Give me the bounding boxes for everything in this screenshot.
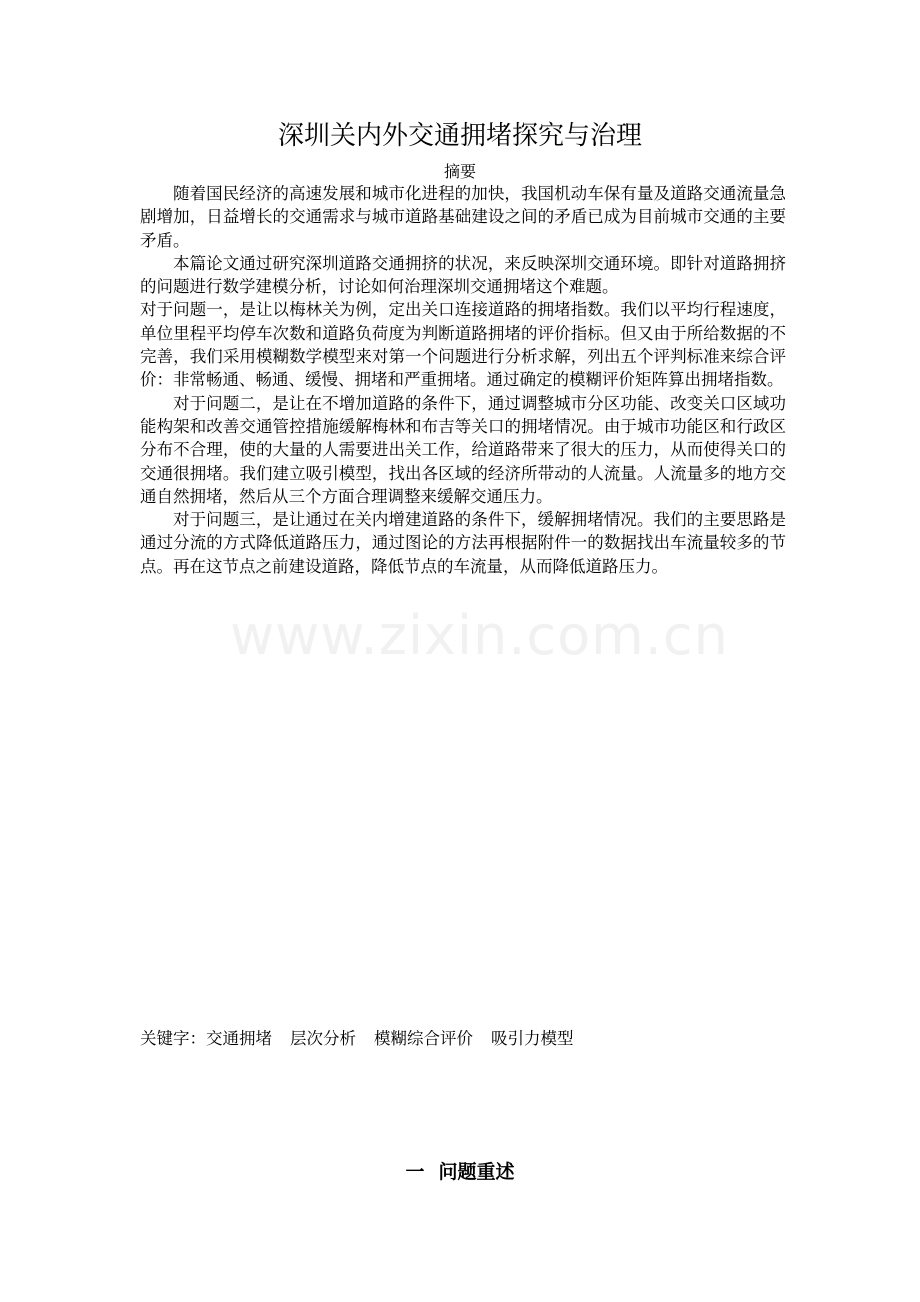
keywords-line [140, 1027, 592, 1051]
paper-title: 深圳关内外交通拥堵探究与治理 [277, 121, 642, 151]
abstract-body [140, 182, 786, 578]
section-title: 问题重述 [438, 1161, 515, 1183]
keywords-label: 关键字： [140, 1029, 206, 1048]
abstract-paragraph: 随着国民经济的高速发展和城市化进程的加快，我国机动车保有量及道路交通流量急剧增加，日益增长的交通需求与城市道路基础建设之间的矛盾已成为目前城市交通的主要矛盾。 [140, 184, 786, 250]
watermark-text: www.zixin.com.cn [230, 604, 729, 667]
abstract-paragraph: 对于问题三，是让通过在关内增建道路的条件下，缓解拥堵情况。我们的主要思路是通过分流的方式降低道路压力，通过图论的方法再根据附件一的数据找出车流量较多的节点。再在这节点之前建设道路，降低节点的车流量，从而降低道路压力。 [140, 510, 786, 576]
abstract-paragraph: 本篇论文通过研究深圳道路交通拥挤的状况，来反映深圳交通环境。即针对道路拥挤的问题进行数学建模分析，讨论如何治理深圳交通拥堵这个难题。 [140, 253, 786, 297]
section-number: 一 [405, 1161, 425, 1183]
keyword-item: 交通拥堵 [206, 1029, 272, 1048]
keyword-item: 吸引力模型 [491, 1029, 574, 1048]
abstract-paragraph: 对于问题二，是让在不增加道路的条件下，通过调整城市分区功能、改变关口区域功能构架和改善交通管控措施缓解梅林和布吉等关口的拥堵情况。由于城市功能区和行政区分布不合理，使的大量的人需要进出关工作，给道路带来了很大的压力，从而使得关口的交通很拥堵。我们建立吸引模型，找出各区域的经济所带动的人流量。人流量多的地方交通自然拥堵，然后从三个方面合理调整来缓解交通压力。 [140, 393, 786, 506]
keyword-item: 层次分析 [290, 1029, 356, 1048]
section-heading [0, 1158, 920, 1186]
abstract-paragraph: 对于问题一，是让以梅林关为例，定出关口连接道路的拥堵指数。我们以平均行程速度，单位里程平均停车次数和道路负荷度为判断道路拥堵的评价指标。但又由于所给数据的不完善，我们采用模糊数学模型来对第一个问题进行分析求解，列出五个评判标准来综合评价：非常畅通、畅通、缓慢、拥堵和严重拥堵。通过确定的模糊评价矩阵算出拥堵指数。 [140, 300, 786, 390]
keyword-item: 模糊综合评价 [374, 1029, 473, 1048]
abstract-label: 摘要 [443, 162, 476, 181]
